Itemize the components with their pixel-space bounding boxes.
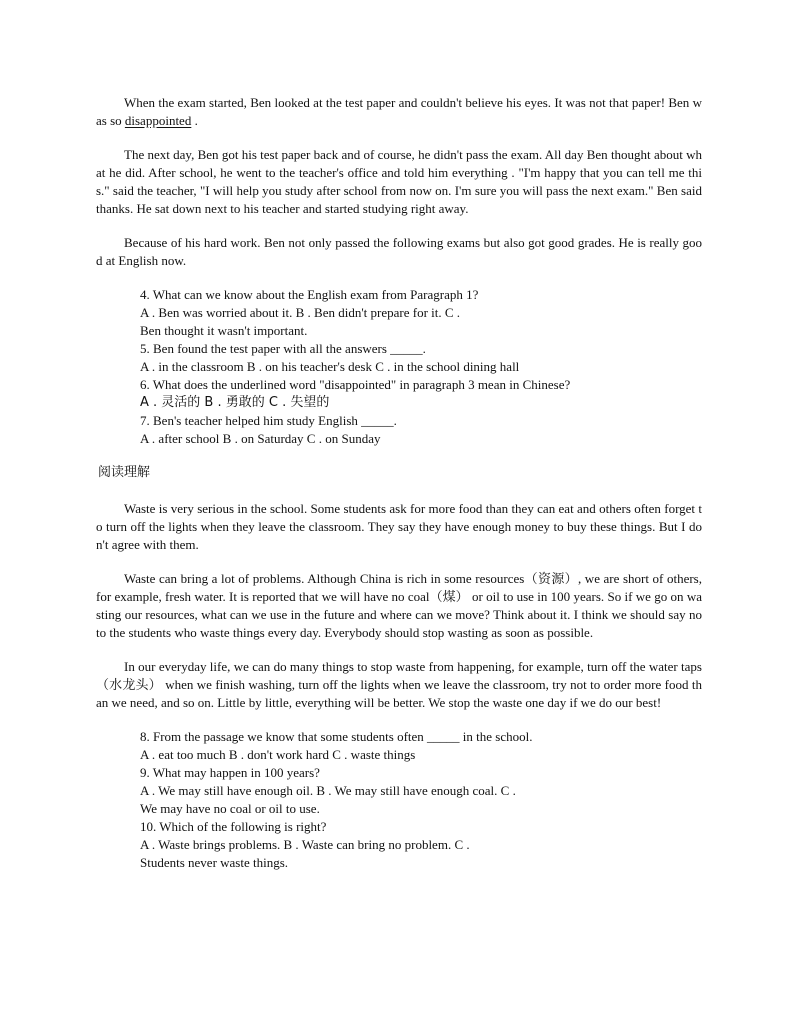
- question-9: 9. What may happen in 100 years?: [140, 765, 320, 780]
- question-5-options: A . in the classroom B . on his teacher's desk C . in the school dining hall: [140, 359, 520, 374]
- question-4-option-c: Ben thought it wasn't important.: [140, 323, 308, 338]
- passage1-paragraph-3: Because of his hard work. Ben not only passed the following exams but also got good grades. He is really good at English now.: [96, 235, 702, 268]
- question-9-options: A . We may still have enough oil. B . We may still have enough coal. C .: [140, 783, 516, 798]
- question-10: 10. Which of the following is right?: [140, 819, 327, 834]
- passage2-paragraph-2: Waste can bring a lot of problems. Although China is rich in some resources（资源）, we are short of others, for example, fresh water. It is reported that we will have no coal（煤） or oil to use in 100 years. So if we go on wasting our resources, what can we use in the future and where can we move? Think about it. I think we should say no to the students who waste things every day. Everybody should stop wasting as soon as possible.: [96, 571, 702, 640]
- question-8-options: A . eat too much B . don't work hard C . waste things: [140, 747, 416, 762]
- section-title: 阅读理解: [98, 465, 151, 480]
- question-4-options: A . Ben was worried about it. B . Ben didn't prepare for it. C .: [140, 305, 461, 320]
- passage1-paragraph-1-text: When the exam started, Ben looked at the test paper and couldn't believe his eyes. It was not that paper! Ben was so: [96, 95, 702, 128]
- underlined-word: disappointed: [124, 113, 192, 128]
- passage1-paragraph-1: [96, 94, 702, 130]
- question-group-2: [96, 728, 702, 872]
- passage1-paragraph-1-end: .: [191, 113, 198, 128]
- question-10-option-c: Students never waste things.: [140, 855, 289, 870]
- question-5: 5. Ben found the test paper with all the answers _____.: [140, 341, 426, 356]
- question-group-1: [96, 286, 702, 448]
- question-7: 7. Ben's teacher helped him study English _____.: [140, 413, 397, 428]
- passage2-paragraph-1: Waste is very serious in the school. Some students ask for more food than they can eat and others often forget to turn off the lights when they leave the classroom. They say they have enough money to buy these things. But I don't agree with them.: [96, 501, 702, 552]
- passage1-paragraph-2: The next day, Ben got his test paper back and of course, he didn't pass the exam. All day Ben thought about what he did. After school, he went to the teacher's office and told him everything . "I'm happy that you can tell me this." said the teacher, "I will help you study after school from now on. I'm sure you will pass the next exam." Ben said thanks. He sat down next to his teacher and started studying right away.: [96, 147, 702, 216]
- question-6-options: A . 灵活的 B . 勇敢的 C . 失望的: [140, 395, 330, 410]
- question-8: 8. From the passage we know that some students often _____ in the school.: [140, 729, 533, 744]
- document-page: [96, 94, 702, 888]
- question-7-options: A . after school B . on Saturday C . on Sunday: [140, 431, 381, 446]
- question-4: 4. What can we know about the English exam from Paragraph 1?: [140, 287, 479, 302]
- question-6: 6. What does the underlined word "disappointed" in paragraph 3 mean in Chinese?: [140, 377, 571, 392]
- passage2-paragraph-3: In our everyday life, we can do many things to stop waste from happening, for example, turn off the water taps（水龙头） when we finish washing, turn off the lights when we leave the classroom, try not to order more food than we need, and so on. Little by little, everything will be better. We stop the waste one day if we do our best!: [96, 659, 702, 710]
- question-10-options: A . Waste brings problems. B . Waste can bring no problem. C .: [140, 837, 470, 852]
- question-9-option-c: We may have no coal or oil to use.: [140, 801, 320, 816]
